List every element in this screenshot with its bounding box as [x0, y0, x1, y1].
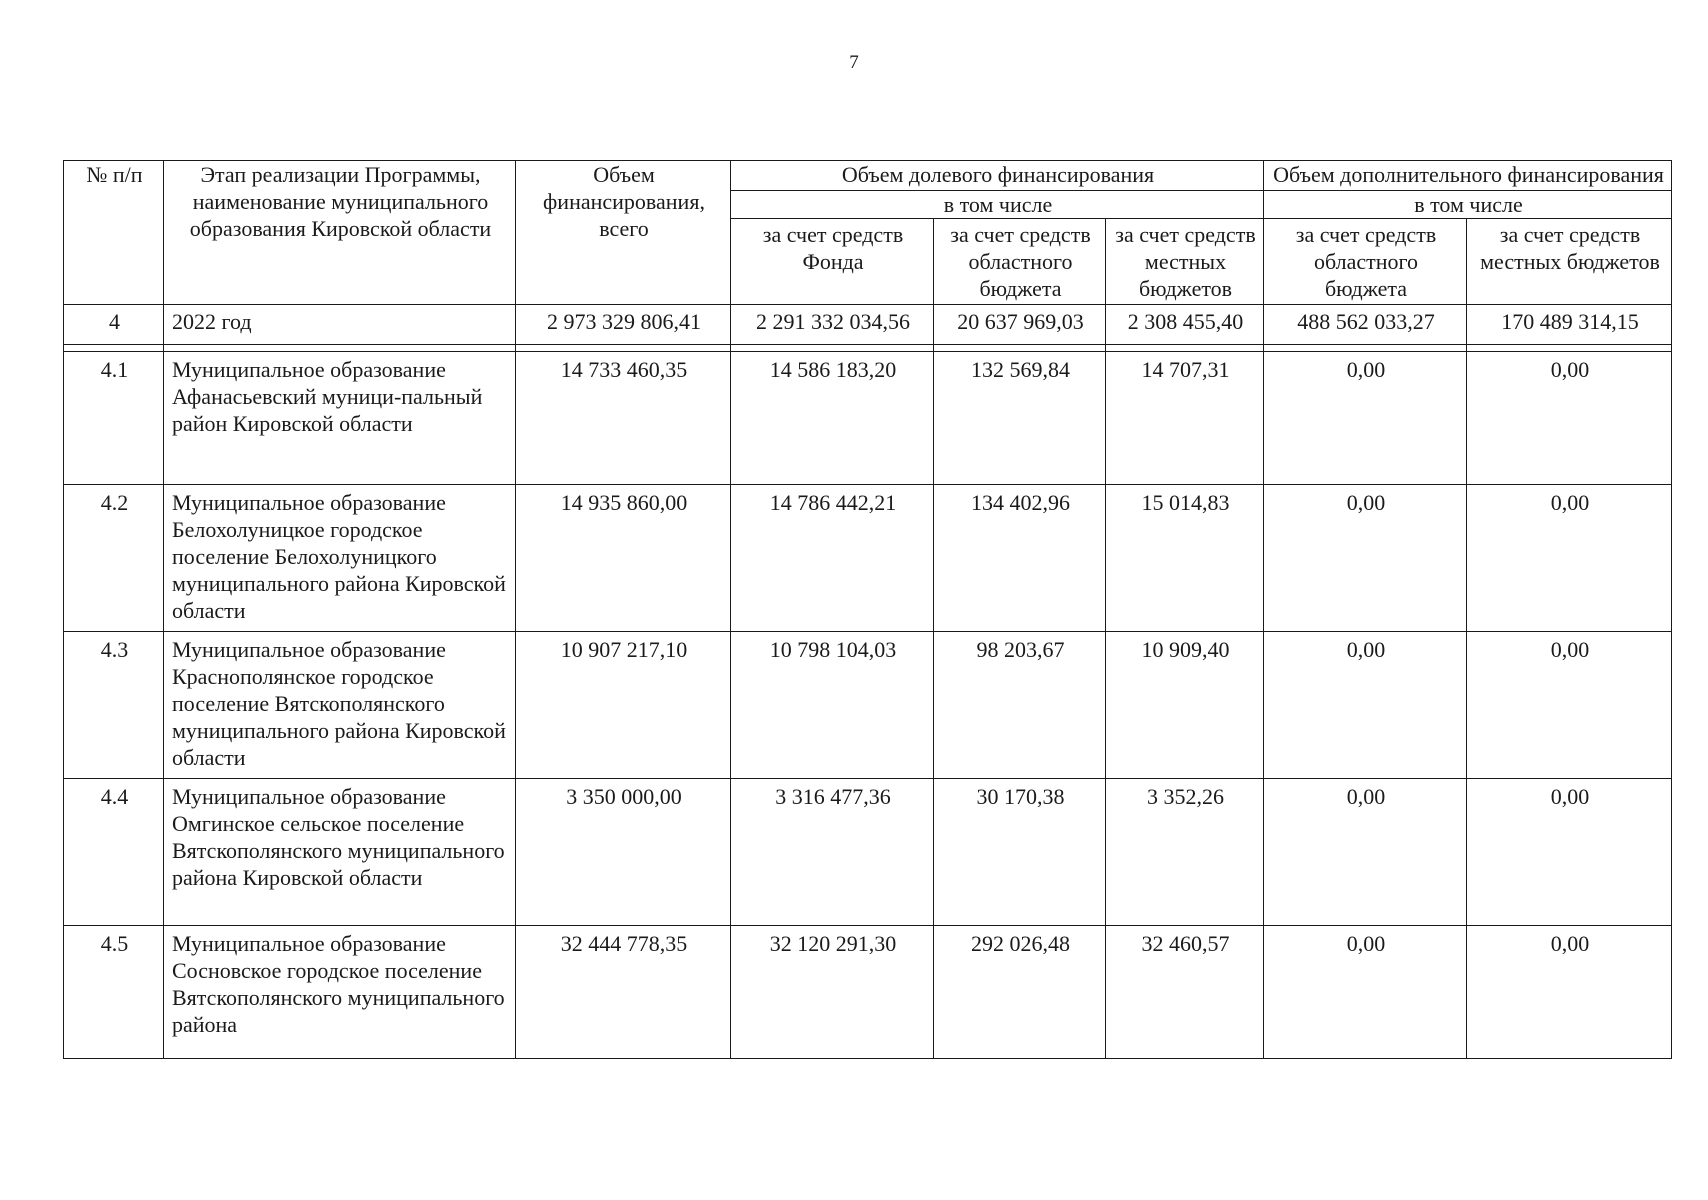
cell-fund: 10 798 104,03	[731, 632, 934, 779]
separator-cell	[1106, 345, 1264, 352]
separator-cell	[164, 345, 516, 352]
cell-name: Муниципальное образование Омгинское сельское поселение Вятскополянского муниципального района Кировской области	[164, 779, 516, 926]
cell-add-local: 0,00	[1467, 926, 1672, 1059]
cell-add-regional: 0,00	[1264, 926, 1467, 1059]
cell-regional: 292 026,48	[934, 926, 1106, 1059]
table-row	[64, 632, 1672, 779]
cell-fund: 2 291 332 034,56	[731, 305, 934, 345]
table-row	[64, 485, 1672, 632]
cell-local: 2 308 455,40	[1106, 305, 1264, 345]
header-row-1	[64, 161, 1672, 191]
cell-regional: 30 170,38	[934, 779, 1106, 926]
cell-local: 32 460,57	[1106, 926, 1264, 1059]
cell-total: 2 973 329 806,41	[516, 305, 731, 345]
separator-cell	[64, 345, 164, 352]
cell-num: 4	[64, 305, 164, 345]
cell-regional: 132 569,84	[934, 352, 1106, 485]
cell-name: 2022 год	[164, 305, 516, 345]
cell-regional: 134 402,96	[934, 485, 1106, 632]
cell-num: 4.3	[64, 632, 164, 779]
cell-total: 10 907 217,10	[516, 632, 731, 779]
cell-name: Муниципальное образование Афанасьевский муници-пальный район Кировской области	[164, 352, 516, 485]
cell-num: 4.2	[64, 485, 164, 632]
header-regional: за счет средств областного бюджета	[934, 219, 1106, 305]
cell-add-local: 0,00	[1467, 352, 1672, 485]
header-add-local: за счет средств местных бюджетов	[1467, 219, 1672, 305]
separator-cell	[1467, 345, 1672, 352]
cell-total: 14 935 860,00	[516, 485, 731, 632]
cell-add-regional: 0,00	[1264, 632, 1467, 779]
cell-num: 4.4	[64, 779, 164, 926]
cell-name: Муниципальное образование Сосновское городское поселение Вятскополянского муниципального района	[164, 926, 516, 1059]
page-number: 7	[849, 52, 859, 73]
cell-name: Муниципальное образование Белохолуницкое городское поселение Белохолуницкого муниципального района Кировской области	[164, 485, 516, 632]
header-additional-group: Объем дополнительного финансирования	[1264, 161, 1672, 191]
cell-regional: 98 203,67	[934, 632, 1106, 779]
header-fund: за счет средств Фонда	[731, 219, 934, 305]
header-shared-sub: в том числе	[731, 191, 1264, 219]
header-total: Объем финансирования, всего	[516, 161, 731, 305]
separator-cell	[934, 345, 1106, 352]
separator-cell	[731, 345, 934, 352]
cell-num: 4.5	[64, 926, 164, 1059]
header-shared-group: Объем долевого финансирования	[731, 161, 1264, 191]
cell-local: 10 909,40	[1106, 632, 1264, 779]
cell-local: 14 707,31	[1106, 352, 1264, 485]
cell-num: 4.1	[64, 352, 164, 485]
cell-name: Муниципальное образование Краснополянское городское поселение Вятскополянского муниципального района Кировской области	[164, 632, 516, 779]
cell-add-regional: 0,00	[1264, 779, 1467, 926]
table-row	[64, 352, 1672, 485]
table-row	[64, 305, 1672, 345]
cell-local: 3 352,26	[1106, 779, 1264, 926]
header-additional-sub: в том числе	[1264, 191, 1672, 219]
header-stage: Этап реализации Программы, наименование муниципального образования Кировской области	[164, 161, 516, 305]
cell-total: 3 350 000,00	[516, 779, 731, 926]
header-num: № п/п	[64, 161, 164, 305]
cell-add-local: 0,00	[1467, 632, 1672, 779]
cell-local: 15 014,83	[1106, 485, 1264, 632]
separator-cell	[1264, 345, 1467, 352]
cell-fund: 32 120 291,30	[731, 926, 934, 1059]
separator-row	[64, 345, 1672, 352]
table-row	[64, 779, 1672, 926]
separator-cell	[516, 345, 731, 352]
cell-fund: 3 316 477,36	[731, 779, 934, 926]
cell-add-local: 0,00	[1467, 485, 1672, 632]
cell-add-regional: 488 562 033,27	[1264, 305, 1467, 345]
cell-regional: 20 637 969,03	[934, 305, 1106, 345]
cell-add-regional: 0,00	[1264, 485, 1467, 632]
cell-add-regional: 0,00	[1264, 352, 1467, 485]
cell-add-local: 0,00	[1467, 779, 1672, 926]
header-local: за счет средств местных бюджетов	[1106, 219, 1264, 305]
cell-add-local: 170 489 314,15	[1467, 305, 1672, 345]
cell-fund: 14 786 442,21	[731, 485, 934, 632]
table-row	[64, 926, 1672, 1059]
header-add-regional: за счет средств областного бюджета	[1264, 219, 1467, 305]
cell-total: 32 444 778,35	[516, 926, 731, 1059]
financing-table	[63, 160, 1672, 1059]
cell-total: 14 733 460,35	[516, 352, 731, 485]
cell-fund: 14 586 183,20	[731, 352, 934, 485]
